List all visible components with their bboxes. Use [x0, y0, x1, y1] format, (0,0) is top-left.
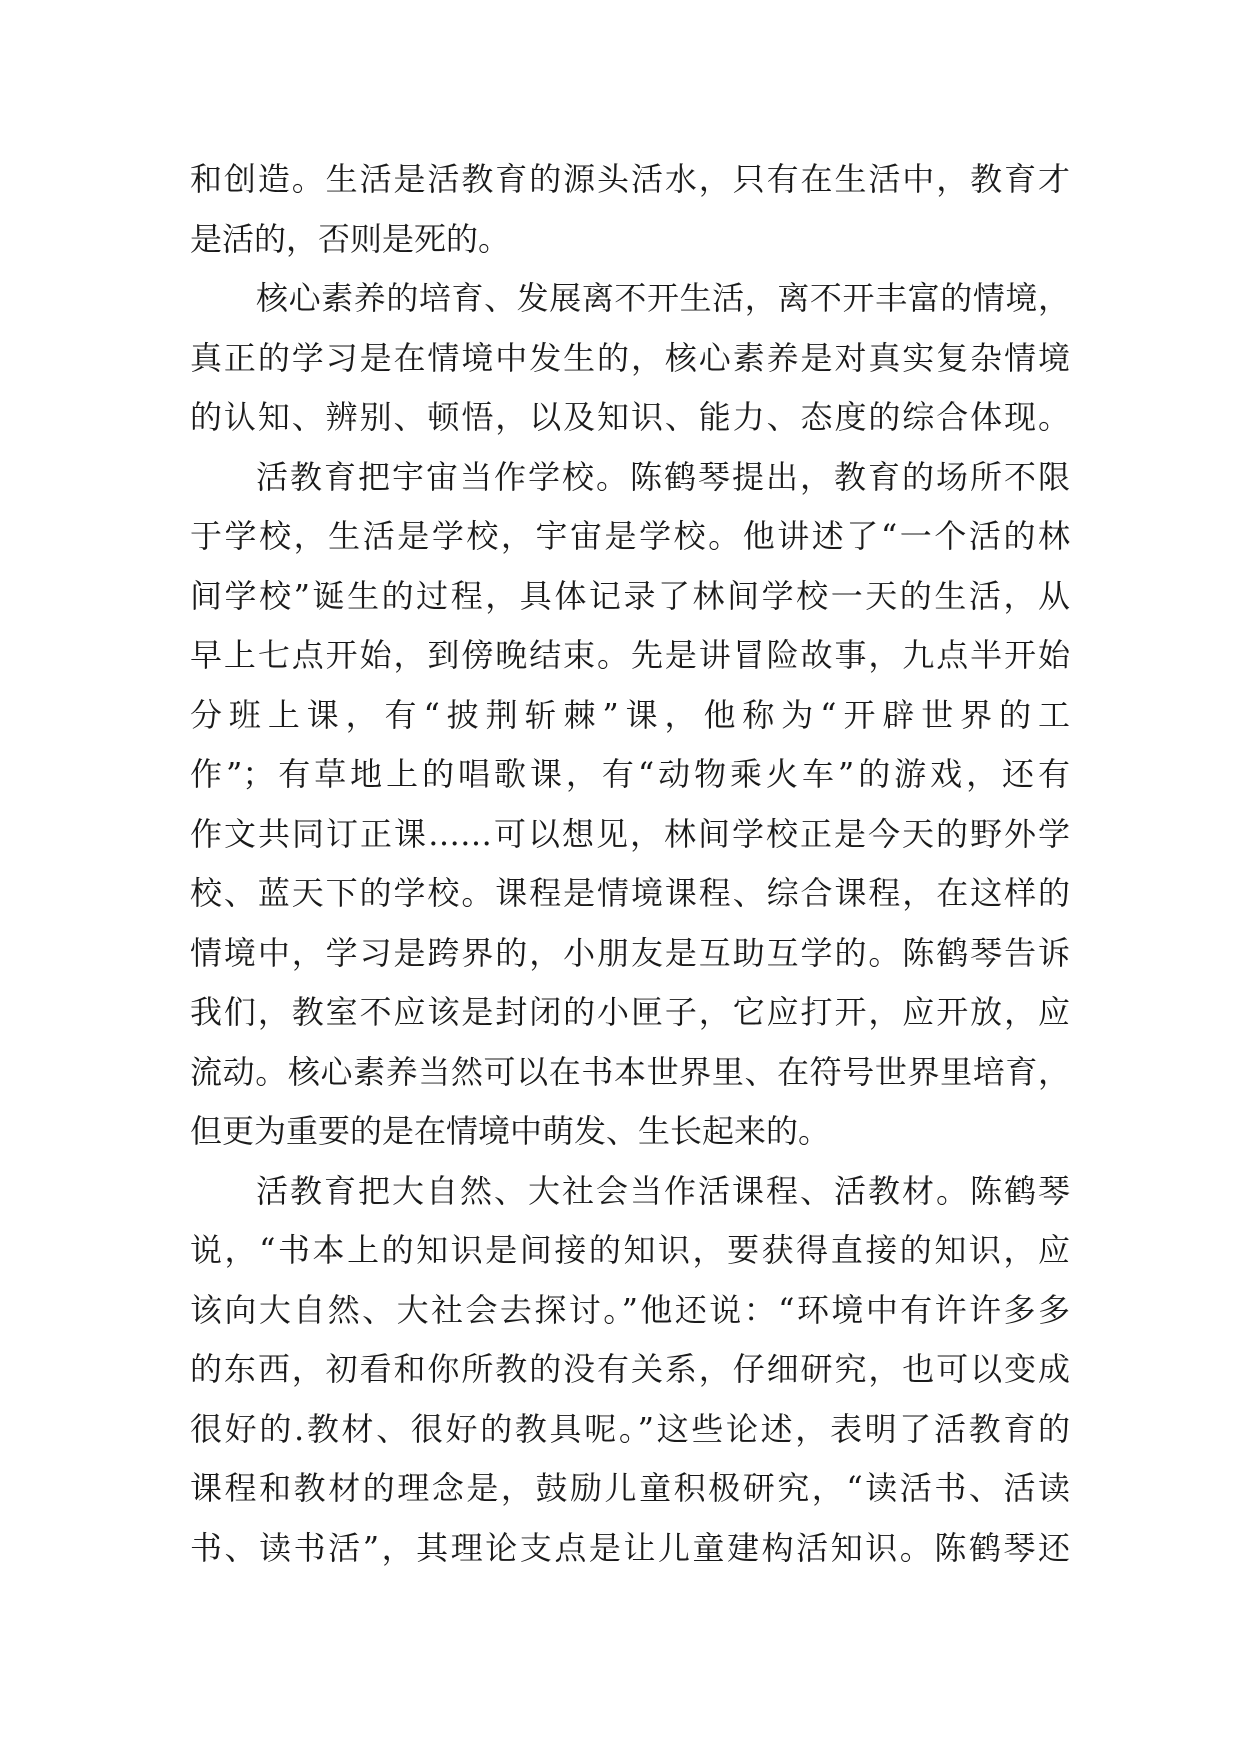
text-line: 很好的.教材、很好的教具呢。”这些论述，表明了活教育的: [190, 1409, 1070, 1448]
text-line: 书、读书活”，其理论支点是让儿童建构活知识。陈鹤琴还: [190, 1528, 1070, 1567]
text-line: 早上七点开始，到傍晚结束。先是讲冒险故事，九点半开始: [190, 636, 1070, 674]
text-line: 该向大自然、大社会去探讨。”他还说：“环境中有许许多多: [190, 1290, 1070, 1329]
text-line: 课程和教材的理念是，鼓励儿童积极研究，“读活书、活读: [190, 1469, 1070, 1507]
text-line: 说，“书本上的知识是间接的知识，要获得直接的知识，应: [190, 1231, 1070, 1269]
text-line: 是活的，否则是死的。: [190, 219, 511, 258]
body-text: [190, 150, 1070, 1578]
paragraph-first-line: 核心素养的培育、发展离不开生活，离不开丰富的情境，: [256, 279, 1070, 317]
text-line: 作文共同订正课……可以想见，林间学校正是今天的野外学: [190, 814, 1070, 853]
paragraph-first-line: 活教育把大自然、大社会当作活课程、活教材。陈鹤琴: [256, 1171, 1070, 1210]
text-line: 作”；有草地上的唱歌课，有“动物乘火车”的游戏，还有: [190, 755, 1070, 793]
paragraph-first-line: 活教育把宇宙当作学校。陈鹤琴提出，教育的场所不限: [256, 457, 1070, 496]
text-line: 校、蓝天下的学校。课程是情境课程、综合课程，在这样的: [190, 874, 1070, 912]
text-line: 我们，教室不应该是封闭的小匣子，它应打开，应开放，应: [190, 993, 1070, 1031]
text-line: 流动。核心素养当然可以在书本世界里、在符号世界里培育，: [190, 1052, 1070, 1091]
text-line: 于学校，生活是学校，宇宙是学校。他讲述了“一个活的林: [190, 517, 1070, 555]
text-line: 真正的学习是在情境中发生的，核心素养是对真实复杂情境: [190, 338, 1070, 377]
text-line: 但更为重要的是在情境中萌发、生长起来的。: [190, 1112, 831, 1150]
text-line: 分班上课，有“披荆斩棘”课，他称为“开辟世界的工: [190, 695, 1070, 734]
text-line: 的东西，初看和你所教的没有关系，仔细研究，也可以变成: [190, 1350, 1070, 1388]
text-line: 情境中，学习是跨界的，小朋友是互助互学的。陈鹤琴告诉: [190, 933, 1070, 972]
text-line: 和创造。生活是活教育的源头活水，只有在生活中，教育才: [190, 160, 1070, 198]
text-line: 的认知、辨别、顿悟，以及知识、能力、态度的综合体现。: [190, 398, 1070, 436]
text-line: 间学校”诞生的过程，具体记录了林间学校一天的生活，从: [190, 576, 1070, 615]
